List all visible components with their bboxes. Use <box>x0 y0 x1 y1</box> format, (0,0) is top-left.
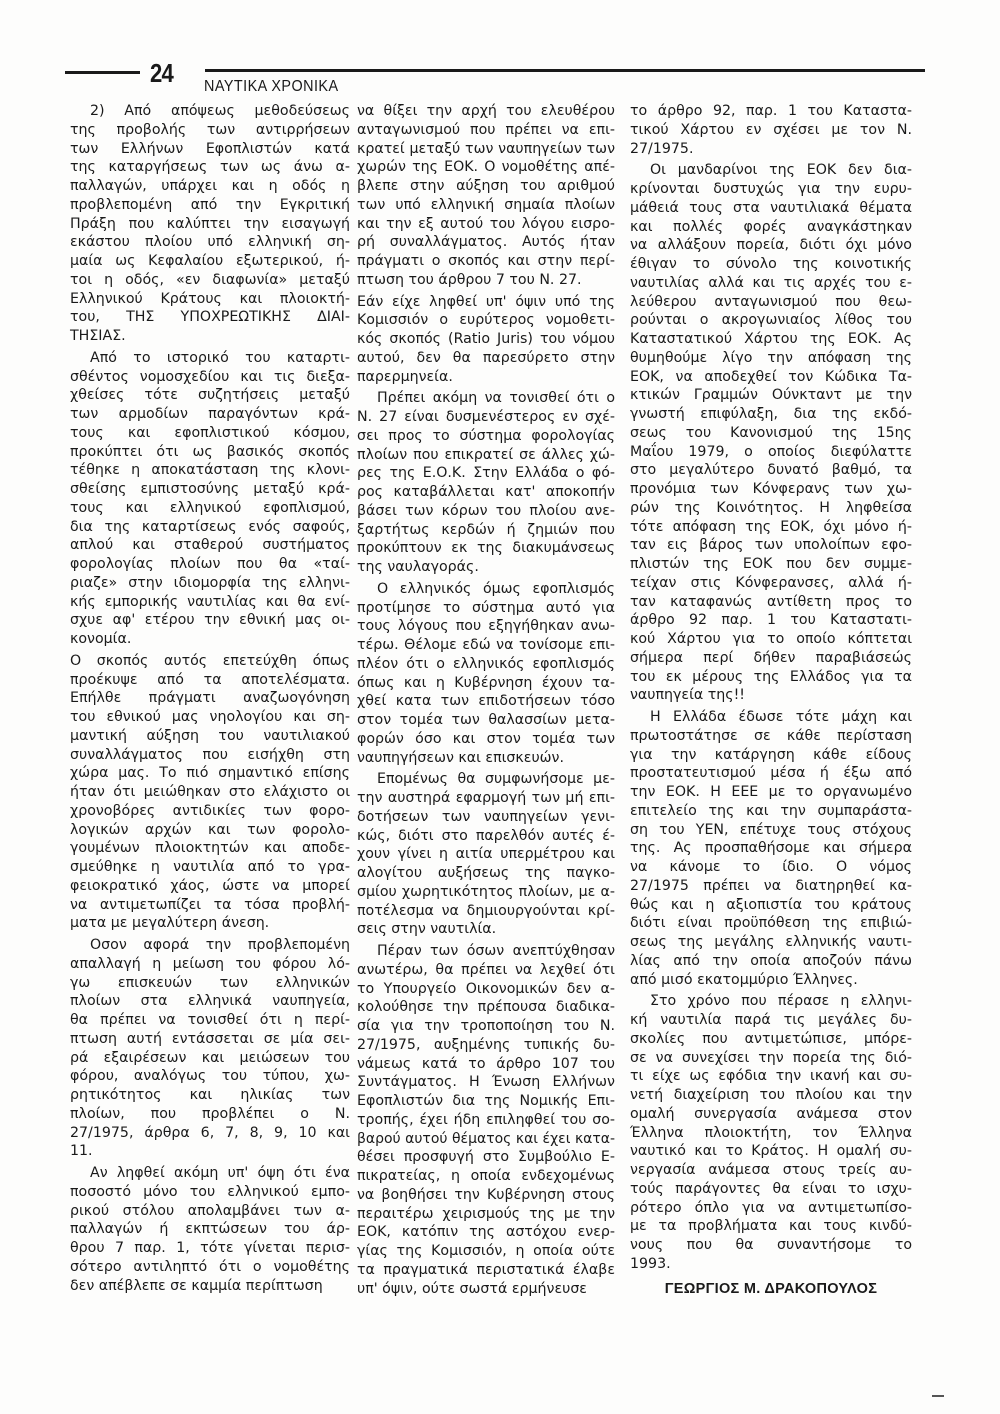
text-line: κώς, διότι στο παρελθόν αυτές έ- <box>357 827 615 844</box>
text-line: παλλαγών ή εκπτώσεων του άρ- <box>70 1221 350 1238</box>
text-line: τα πραγματικά περιστατικά έλαβε <box>357 1261 615 1278</box>
text-line: γνωστή επιφύλαξη, δια της εκδό- <box>630 406 912 422</box>
text-line: χώρα μας. Το πιό σημαντικό επίσης <box>70 765 350 782</box>
text-line: στον τομέα των θαλασσίων μετα- <box>357 712 615 728</box>
text-line: φορών όσο και στον τομέα των <box>357 730 615 747</box>
text-line: σμίου χωρητικότητος πλοίων, με α- <box>357 883 615 900</box>
text-line: κονομία. <box>70 631 132 647</box>
text-line: τους και εφοπλιστικού κόσμου, <box>70 424 350 441</box>
text-line: υπ' όψιν, ούτε σωστά ερμήνευσε <box>357 1280 587 1297</box>
text-line: σει προς το σύστημα φορολογίας <box>357 427 615 444</box>
header-rule-right <box>205 69 925 72</box>
text-line: τους και ελληνικού εφοπλισμού, <box>70 499 350 516</box>
text-line: ναυπηγεία της!! <box>630 687 745 704</box>
text-line: προβλεπομένη από την Εγκριτική <box>70 196 350 213</box>
text-line: της. Ας προσπαθήσομε και σήμερα <box>630 840 912 857</box>
text-line: 11. <box>70 1143 93 1160</box>
text-line: Έλληνα πλοιοκτήτη, τον Έλληνα <box>630 1124 912 1141</box>
text-line: θώς και η αξιοπιστία του κράτους <box>630 896 912 913</box>
text-line: νεργασία ανάμεσα στους τρείς αυ- <box>630 1162 912 1178</box>
text-line: 2) Από απόψεως μεθοδεύσεως <box>90 103 350 119</box>
text-line: νετή διαχείριση του πλοίου και την <box>630 1087 912 1103</box>
text-line: διότι είναι προϋπόθεση της επιβιώ- <box>630 915 912 932</box>
text-line: Καταστατικού Χάρτου της ΕΟΚ. Ας <box>630 331 912 347</box>
text-line: τοι η οδός, «εν διαφωνία» μεταξύ <box>70 271 350 288</box>
paragraph <box>70 652 350 933</box>
text-line: δοτήσεων των ναυπηγείων γενι- <box>357 808 615 825</box>
text-line: των Ελλήνων Εφοπλιστών κατά <box>70 140 350 157</box>
text-line: περαιτέρω χειρισμούς της με την <box>357 1205 615 1222</box>
text-line: θέσει προσφυγή στο Συμβούλιο Ε- <box>357 1149 615 1166</box>
text-line: να αλλάξουν πορεία, διότι όχι μόνο <box>630 237 912 254</box>
text-line: των υπό ελληνική σημαία πλοίων <box>357 196 615 213</box>
text-line: προτίμησε το σύστημα αυτό για <box>357 599 615 616</box>
text-line: ριαζε» στην ιδιομορφία της ελληνι- <box>70 574 350 591</box>
text-line: Αν ληφθεί ακόμη υπ' όψη ότι ένα <box>90 1165 350 1181</box>
text-line: στο μεγαλύτερο δυνατό βαθμό, τα <box>630 462 912 479</box>
text-line: ΕΟΚ, κατόπιν της αστόχου ενερ- <box>357 1224 615 1241</box>
text-line: 27/1975 πρέπει να διατηρηθεί κα- <box>630 877 912 894</box>
text-line: 1993. <box>630 1255 671 1272</box>
text-line: ρότερο όπλο για να αντιμετωπίσο- <box>630 1199 912 1216</box>
text-line: Στο χρόνο που πέρασε η ελληνι- <box>650 993 912 1010</box>
text-line: σθέντος νομοσχεδίου και τις διεξα- <box>70 368 350 385</box>
text-line: του, ΤΗΣ ΥΠΟΧΡΕΩΤΙΚΗΣ ΔΙΑΙ- <box>70 309 350 326</box>
text-line: για την κατάργηση κάθε είδους <box>630 746 912 763</box>
text-line: και πολλές φορές αναγκάστηκαν <box>630 218 912 235</box>
text-line: άρθρο 92 παρ. 1 του Καταστατι- <box>630 612 912 629</box>
text-line: Επομένως θα συμφωνήσομε με- <box>377 771 615 788</box>
text-line: πλέον ότι ο ελληνικός εφοπλισμός <box>357 655 615 672</box>
author-signature: ΓΕΩΡΓΙΟΣ Μ. ΔΡΑΚΟΠΟΥΛΟΣ <box>664 1280 878 1297</box>
text-line: πτωση του άρθρου 7 του Ν. 27. <box>357 271 582 288</box>
text-line: τότε απόφαση της ΕΟΚ, όχι μόνο ή- <box>630 518 912 535</box>
text-line: τέθηκε η αποκατάσταση της κλονι- <box>70 462 350 479</box>
text-line: ναυπηγήσεων και επισκευών. <box>357 749 564 766</box>
text-line: ταν καταφανώς αντίθετη προς το <box>630 593 912 610</box>
article-column-2 <box>357 102 615 1301</box>
text-line: σεως της μεγάλης ελληνικής ναυτι- <box>630 934 912 950</box>
text-line: νους που θα συναντήσομε το <box>630 1237 912 1253</box>
text-line: απαλλαγή η μείωση του φόρου λό- <box>70 955 350 972</box>
text-line: ομαλή συνεργασία ανάμεσα στον <box>630 1105 912 1122</box>
text-line: ξαρτήτως κερδών ή ζημιών που <box>357 521 615 538</box>
text-line: του εκ μέρους της Ελλάδος για τα <box>630 668 912 685</box>
text-line: μάθειά τους στα ναυτιλιακά θέματα <box>630 199 912 216</box>
paragraph <box>630 161 912 705</box>
text-line: ανωτέρω, θα πρέπει να λεχθεί ότι <box>357 961 615 978</box>
text-line: χρονοβόρες αντιδικίες των φορο- <box>70 802 350 819</box>
text-line: γω επισκευών των ελληνικών <box>70 974 350 991</box>
text-line: ρά εξαιρέσεων και μειώσεων του <box>70 1049 350 1066</box>
paragraph <box>357 389 615 577</box>
text-line: ΕΟΚ, να αποδεχθεί τον Κώδικα Τα- <box>630 368 912 385</box>
text-line: τροπής, έχει ήδη επιληφθεί του σο- <box>357 1111 615 1128</box>
text-line: 27/1975, αυξημένης τυπικής δυ- <box>357 1036 615 1053</box>
text-line: Ο ελληνικός όμως εφοπλισμός <box>377 580 615 597</box>
text-line: λογικών αρχών και των φορολο- <box>70 821 350 838</box>
text-line: αυτού, δεν θα παρεσύρετο στην <box>357 349 615 366</box>
text-line: τι είχε ως εφόδια την ικανή και συ- <box>630 1068 912 1085</box>
text-line: σθείσης εμπιστοσύνης μεταξύ κρά- <box>70 481 350 497</box>
text-line: μαία ως Κεφαλαίου εξωτερικού, ή- <box>70 253 350 269</box>
text-line: ποσοστό μόνο του ελληνικού εμπο- <box>70 1183 350 1200</box>
text-line: τικού Χάρτου εν σχέσει με τον Ν. <box>630 121 912 138</box>
text-line: πράγματι ο σκοπός και στην περί- <box>357 253 615 269</box>
scan-edge-mark <box>932 1395 944 1397</box>
text-line: προστατευτισμού μέσα ή έξω από <box>630 765 912 782</box>
text-line: ναυτιλίας αλλά και τις αρχές του ε- <box>630 274 912 291</box>
text-line: από μισό εκατομμύριο Έλληνες. <box>630 971 858 988</box>
text-line: σήμερα περί δήθεν παραβιάσεώς <box>630 649 912 666</box>
paragraph <box>630 708 912 989</box>
text-line: ανταγωνισμού που πρέπει να επι- <box>357 121 615 138</box>
text-line: γουμένων πλοιοκτητών και αποδε- <box>70 840 350 857</box>
text-line: της προβολής των αντιρρήσεων <box>70 121 350 138</box>
text-line: κός σκοπός (Ratio Juris) του νόμου <box>357 331 615 347</box>
text-line: πλιστών της ΕΟΚ που δεν συμμε- <box>630 556 912 572</box>
text-line: 27/1975, άρθρα 6, 7, 8, 9, 10 και <box>70 1124 350 1141</box>
column-body <box>630 102 912 1274</box>
text-line: Επήλθε πράγματι αναζωογόνηση <box>70 690 350 707</box>
text-line: να βοηθήσει την Κυβέρνηση στους <box>357 1186 615 1203</box>
text-line: γίας της Κομισσιόν, η οποία ούτε <box>357 1243 615 1259</box>
text-line: πικρατείας, η οποία ενδεχομένως <box>357 1168 615 1184</box>
text-line: χθείσες τότε συζητήσεις μεταξύ <box>70 387 350 404</box>
text-line: σκολίες που αντιμετώπισε, μπόρε- <box>630 1030 912 1047</box>
text-line: Πρέπει ακόμη να τονισθεί ότι ο <box>377 390 615 407</box>
page-number: 24 <box>150 58 173 88</box>
text-line: πρωτοστάτησε σε κάθε περίσταση <box>630 727 912 744</box>
text-line: να αντιμετωπίζει τα τόσα προβλή- <box>70 896 350 913</box>
text-line: ναυτικό και το Κράτος. Η ομαλή συ- <box>630 1143 912 1160</box>
text-line: όπως και η Κυβέρνηση έχουν τα- <box>357 674 615 691</box>
paragraph <box>70 936 350 1161</box>
text-line: Εάν είχε ληφθεί υπ' όψιν υπό της <box>357 293 615 310</box>
text-line: τούς παράγοντες θα είναι το ισχυ- <box>630 1180 912 1197</box>
text-line: κρατεί μεταξύ των ναυπηγείων των <box>357 140 615 157</box>
text-line: προκύπτει ότι ως βασικός σκοπός <box>70 443 350 460</box>
text-line: βάσει των κόρων του πλοίου ανε- <box>357 502 615 519</box>
text-line: ΤΗΣΙΑΣ. <box>70 328 126 344</box>
text-line: έθιγαν το σύνολο της κοινοτικής <box>630 256 912 272</box>
text-line: ήταν ότι μειώθηκαν στο ελάχιστο οι <box>70 784 350 800</box>
paragraph <box>357 942 615 1298</box>
text-line: συναλλάγματος που εισήχθη στη <box>70 746 350 763</box>
text-line: θα πρέπει να τονισθεί ότι η περί- <box>70 1012 350 1028</box>
paragraph <box>70 102 350 346</box>
paragraph <box>357 293 615 387</box>
text-line: Συντάγματος. Η Ένωση Ελλήνων <box>357 1074 615 1091</box>
text-line: Κομισσιόν ο ευρύτερος νομοθετι- <box>357 312 615 329</box>
text-line: πλοίων που επικρατεί σε άλλες χώ- <box>357 446 615 463</box>
text-line: προκύπτουν εκ της διακυμάνσεως <box>357 540 615 557</box>
text-line: να κάνομε το ίδιο. Ο νόμος <box>630 859 912 875</box>
text-line: Ο σκοπός αυτός επετεύχθη όπως <box>70 652 350 669</box>
text-line: θυμηθούμε λίγο την απόφαση της <box>630 349 912 366</box>
text-line: το άρθρο 92, παρ. 1 του Καταστα- <box>630 103 912 119</box>
text-line: Οσον αφορά την προβλεπομένη <box>90 937 350 953</box>
text-line: και την εξ αυτού του λόγου εισρο- <box>357 215 615 232</box>
text-line: ρος καταβάλλεται κατ' αποκοπήν <box>357 484 615 500</box>
magazine-title: ΝΑΥΤΙΚΑ ΧΡΟΝΙΚΑ <box>204 78 339 95</box>
text-line: δια της καταρτίσεως ενός σαφούς, <box>70 518 350 535</box>
text-line: μαντική αύξηση του ναυτιλιακού <box>70 727 350 744</box>
text-line: τέρω. Θέλομε εδώ να τονίσομε επι- <box>357 637 615 653</box>
text-line: βλεπε στην αύξηση του αριθμού <box>357 178 615 194</box>
text-line: θρου 7 παρ. 1, τότε γίνεται περισ- <box>70 1240 350 1256</box>
text-line: προέκυψε από τα αποτελέσματα. <box>70 671 350 688</box>
text-line: κού Χάρτου για το οποίο κόπτεται <box>630 631 912 647</box>
text-line: των αρμοδίων παραγόντων κρά- <box>70 406 350 422</box>
text-line: σεις στην ναυτιλία. <box>357 921 497 938</box>
text-line: παλλαγών, υπάρχει και η οδός η <box>70 178 350 194</box>
text-line: ρες της Ε.Ο.Κ. Στην Ελλάδα ο φό- <box>357 465 615 482</box>
text-line: σχυε αφ' ετέρου την εθνική μας οι- <box>70 612 350 629</box>
text-line: παρερμηνεία. <box>357 368 453 385</box>
text-line: απλού και σταθερού συστήματος <box>70 537 350 554</box>
text-line: προνόμια των Κόνφερανς των χω- <box>630 481 912 497</box>
text-line: λίας από την οποία αποζούν πάνω <box>630 952 912 969</box>
text-line: φορολογίας πλοίων που θα «ταί- <box>70 556 350 572</box>
text-line: της ναυλαγοράς. <box>357 559 479 575</box>
text-line: Οι μανδαρίνοι της ΕΟΚ δεν δια- <box>650 162 912 179</box>
text-line: τείχαν στις Κόνφερανσες, αλλά ή- <box>630 574 912 591</box>
text-line: της καταργήσεως των ως άνω α- <box>70 159 350 176</box>
paragraph <box>357 102 615 290</box>
text-line: ρή συναλλάγματος. Αυτός ήταν <box>357 234 615 251</box>
paragraph <box>357 580 615 768</box>
text-line: χουν γίνει η αιτία υπερμέτρου και <box>357 846 615 863</box>
paragraph <box>630 102 912 158</box>
text-line: αλογίτου αυξήσεως της παγκο- <box>357 865 615 881</box>
text-line: βαρού αυτού θέματος και έχει κατα- <box>357 1130 616 1147</box>
text-line: με τα προβλήματα και τους κινδύ- <box>630 1218 912 1235</box>
text-line: σότερο αντιληπτό ότι ο νομοθέτης <box>70 1258 350 1275</box>
text-line: κή ναυτιλία παρά τις μεγάλες δυ- <box>630 1012 912 1028</box>
text-line: Πράξη που καλύπτει την εισαγωγή <box>70 215 350 232</box>
text-line: τους λόγους που εξηγήθηκαν ανω- <box>357 618 615 635</box>
text-line: Εφοπλιστών δια της Νομικής Επι- <box>357 1093 615 1109</box>
text-line: το Υπουργείο Οικονομικών δεν α- <box>357 980 615 997</box>
text-line: πτωση αυτή εντάσσεται σε μία σει- <box>70 1030 350 1047</box>
text-line: Πέραν των όσων ανεπτύχθησαν <box>377 943 615 959</box>
text-line: την αυστηρά εφαρμογή των μή επι- <box>357 790 615 806</box>
text-line: λεύθερου ανταγωνισμού που θεω- <box>630 293 912 310</box>
text-line: Από το ιστορικό του καταρτι- <box>90 349 350 366</box>
text-line: ρητικότητος και ηλικίας των <box>70 1087 350 1103</box>
text-line: κής εμπορικής ναυτιλίας και θα ενί- <box>70 593 350 610</box>
text-line: Μαΐου 1979, ο οποίος διεφύλαττε <box>630 443 912 460</box>
header-rule-left <box>65 71 140 74</box>
text-line: δεν απέβλεπε σε καμμία περίπτωση <box>70 1277 323 1294</box>
text-line: του εθνικού μας νηολογίου και ση- <box>70 709 350 725</box>
text-line: να θίξει την αρχή του ελευθέρου <box>357 103 615 119</box>
paragraph <box>70 349 350 649</box>
paragraph <box>70 1164 350 1295</box>
paragraph <box>357 770 615 939</box>
text-line: ματα με μεγαλύτερη άνεση. <box>70 915 270 932</box>
text-line: την ΕΟΚ. Η ΕΕΕ με το οργανωμένο <box>630 784 912 800</box>
article-column-1 <box>70 102 350 1298</box>
text-line: ρών της Κοινότητος. Η ληφθείσα <box>630 499 912 516</box>
text-line: κολούθησε την πρέπουσα διαδικα- <box>357 999 615 1016</box>
text-line: Ελληνικού Κράτους και πλοιοκτή- <box>70 290 350 307</box>
text-line: πλοίων στα ελληνικά ναυπηγεία, <box>70 993 350 1010</box>
text-line: ρούνται ο ακρογωνιαίος λίθος του <box>630 312 912 329</box>
text-line: κρίνονται δυστυχώς για την ευρυ- <box>630 181 912 197</box>
text-line: ταν εις βάρος των υπολοίπων εφο- <box>630 537 912 554</box>
text-line: χθεί κατα των επιδοτήσεων τόσο <box>357 693 615 710</box>
text-line: χωρών της ΕΟΚ. Ο νομοθέτης απέ- <box>357 159 615 176</box>
text-line: φειοκρατικό χάος, ώστε να μπορεί <box>70 877 350 894</box>
text-line: ρικού στόλου απολαμβάνει των α- <box>70 1202 350 1219</box>
text-line: σεως του Κανονισμού της 15ης <box>630 424 912 441</box>
text-line: σμεύθηκε η ναυτιλία από το γρα- <box>70 859 350 875</box>
text-line: κτικών Γραμμών Ούνκταντ με την <box>630 387 912 404</box>
text-line: επιτελείο της και την συμπαράστα- <box>630 802 912 819</box>
text-line: σε να συνεχίσει την πορεία της διό- <box>630 1049 912 1066</box>
paragraph <box>630 992 912 1273</box>
text-line: σία για την τροποποίηση του Ν. <box>357 1018 615 1034</box>
text-line: ση του ΥΕΝ, επέτυχε τους στόχους <box>630 821 912 838</box>
text-line: Ν. 27 είναι δυσμενέστερος εν σχέ- <box>357 409 615 425</box>
text-line: 27/1975. <box>630 140 694 157</box>
article-column-3 <box>630 102 912 1298</box>
text-line: πλοίων, που προβλέπει ο Ν. <box>70 1105 350 1122</box>
text-line: ποτέλεσμα να δημιουργούνται κρί- <box>357 902 615 919</box>
text-line: εκάστου πλοίου υπό ελληνική ση- <box>70 234 350 251</box>
text-line: φόρου, αναλόγως του τύπου, χω- <box>70 1068 350 1085</box>
text-line: νάμεως κατά το άρθρο 107 του <box>357 1055 615 1072</box>
text-line: Η Ελλάδα έδωσε τότε μάχη και <box>650 709 912 725</box>
